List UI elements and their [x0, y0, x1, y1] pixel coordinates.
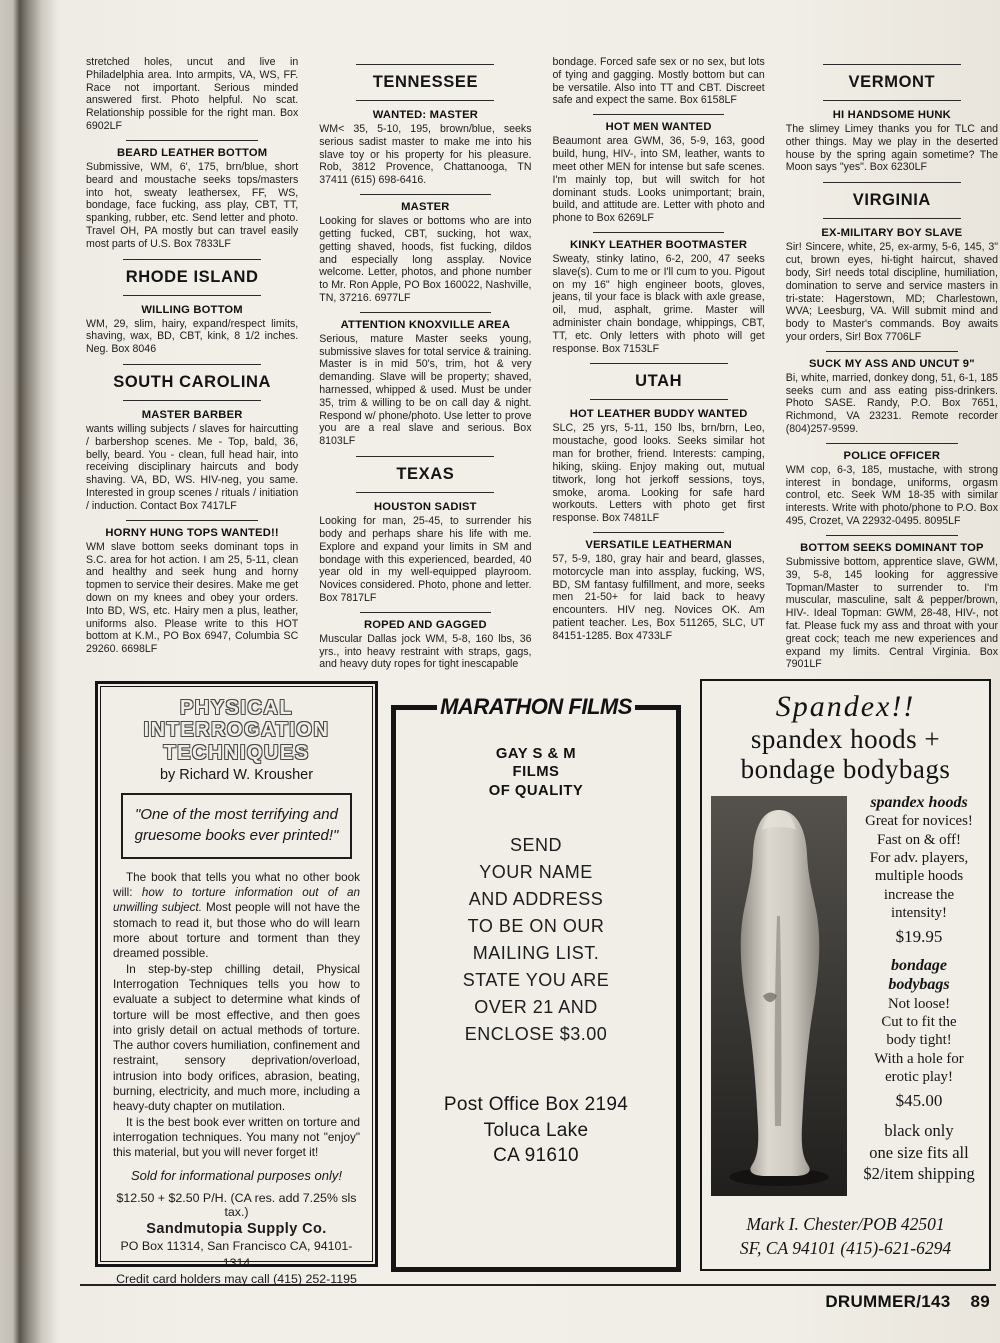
- ad-text: Looking for man, 25-45, to surrender his body and perhaps share his life with me. Explore and expand your limits in SM and bondage with this experienced, bearded, 40 year old in my well-equipped playroom. Novices considered. Photo, phone and letter. Box 7817LF: [319, 515, 532, 604]
- marathon-films-logo: [391, 692, 681, 722]
- headline-line: GAY S & M: [495, 746, 577, 762]
- seller-contact: [708, 1212, 983, 1260]
- ad-title: BEARD LEATHER BOTTOM: [116, 146, 268, 159]
- logo-rule-left: [391, 705, 437, 710]
- product-features: [849, 995, 989, 1087]
- page-number: 89: [970, 1292, 990, 1311]
- logo-rule-right: [635, 705, 681, 710]
- body-line: AND ADDRESS: [468, 889, 604, 910]
- divider: [123, 259, 261, 260]
- ad-title: MASTER: [401, 201, 450, 214]
- body-line: MAILING LIST.: [472, 943, 600, 964]
- price-line: $12.50 + $2.50 P/H. (CA res. add 7.25% sls tax.): [116, 1190, 357, 1219]
- heading-line: bodybags: [888, 976, 950, 994]
- state-header: VERMONT: [848, 73, 936, 91]
- state-header: VIRGINIA: [852, 191, 931, 210]
- ad-inner-border: [100, 686, 373, 1287]
- order-detail-line: one size fits all: [869, 1142, 969, 1162]
- divider: [356, 100, 494, 101]
- ad-text: Muscular Dallas jock WM, 5-8, 160 lbs, 36 yrs., into heavy restraint with straps, gags, and heavy duty ropes for tight inescapable: [319, 632, 532, 671]
- divider: [123, 400, 261, 401]
- bodybag-photo: [711, 796, 847, 1196]
- body-line: STATE YOU ARE: [462, 970, 610, 991]
- body-line: SEND: [509, 835, 562, 856]
- state-header: UTAH: [635, 372, 683, 391]
- classifieds-column-2: [319, 56, 531, 671]
- book-title-outline-text: PHYSICAL INTERROGATION TECHNIQUES: [143, 697, 330, 764]
- divider: [823, 64, 961, 65]
- body-line: OVER 21 AND: [474, 997, 598, 1018]
- bodybag-photo-graphic: [711, 796, 847, 1196]
- paragraph-text: Most people will not have the stomach to read it, but those who do will learn more about torture and torment than they dreamed possible.: [113, 901, 360, 961]
- classifieds-column-4: [786, 56, 998, 671]
- ad-text: Bi, white, married, donkey dong, 51, 6-1, 185 seeks cum and ass eating piss-drinkers. Photo SASE. Randy, P.O. Box 7651, Richmond, VA 23231. Remote recorder (804)257-9599.: [785, 371, 998, 435]
- address-line: CA 91610: [493, 1145, 579, 1167]
- ad-title: VERSATILE LEATHERMAN: [585, 538, 732, 551]
- ad-body-text: [396, 832, 676, 1048]
- divider: [360, 312, 492, 313]
- headline-line: OF QUALITY: [488, 782, 584, 799]
- divider: [590, 363, 728, 364]
- feature-line: Great for novices!: [865, 813, 973, 830]
- classifieds-section: [86, 56, 998, 671]
- divider: [123, 364, 261, 365]
- ad-title: ATTENTION KNOXVILLE AREA: [340, 318, 511, 331]
- ad-text: WM slave bottom seeks dominant tops in S.C. area for hot action. I am 25, 5-11, clean and healthy and seek hung and horny topmen to service their desires. Make me get down on my knees and obey your orders. Into BD, WS, etc. Hairy men a plus, leather, uniforms also. Please write to this HOT bottom at K.M., PO Box 6947, Columbia SC 29260. 6698LF: [86, 540, 299, 656]
- ad-text: Sweaty, stinky latino, 6-2, 200, 47 seeks slave(s). Cum to me or I'll cum to you. Pigout on my 16" high engineer boots, gloves, jeans, til your face is black with axle grease, oil, mud, asphalt, grime. Master will administer chain bondage, whippings, CBT, TT, etc. Only letters with photo will get response. Box 7153LF: [552, 252, 765, 355]
- divider: [356, 492, 494, 493]
- contact-line: SF, CA 94101 (415)-621-6294: [739, 1237, 952, 1258]
- divider: [823, 182, 961, 183]
- page-footer: [825, 1292, 990, 1312]
- feature-line: erotic play!: [885, 1069, 953, 1085]
- feature-line: Cut to fit the: [881, 1013, 957, 1030]
- ad-title: SUCK MY ASS AND UNCUT 9": [809, 357, 975, 370]
- ad-title: HORNY HUNG TOPS WANTED!!: [105, 526, 279, 539]
- ad-title: HI HANDSOME HUNK: [832, 109, 951, 121]
- book-description-paragraph: [113, 870, 360, 962]
- ad-title: BOTTOM SEEKS DOMINANT TOP: [800, 541, 984, 554]
- feature-line: For adv. players,: [869, 849, 969, 866]
- mailing-address: [396, 1092, 676, 1169]
- ad-text: Beaumont area GWM, 36, 5-9, 163, good build, hung, HIV-, into SM, leather, wants to meet other MEN for intense but safe scenes. I'm mainly top, but will switch for hot dominant studs. Looks unimportant; brain, build, and attitude are. Letter with photo and phone to Box 6269LF: [552, 135, 765, 225]
- ad-title: WANTED: MASTER: [372, 109, 479, 121]
- divider: [360, 612, 492, 613]
- divider: [593, 114, 725, 115]
- ad-title: POLICE OFFICER: [843, 449, 941, 462]
- state-header: TENNESSEE: [372, 73, 479, 91]
- ad-title: ROPED AND GAGGED: [364, 618, 487, 631]
- divider: [823, 218, 961, 219]
- divider: [590, 399, 728, 400]
- subtitle-line: bondage bodybags: [740, 754, 951, 785]
- ad-text: Submissive, WM, 6', 175, brn/blue, short beard and moustache seeks tops/masters into hot, sweaty leathersex, FF, WS, bondage, face fucking, ass play, CBT, TT, spanking, rubber, etc. Send letter and photo. Travel OH, PA mostly but can travel easily most parts of U.S. Box 7833LF: [86, 160, 299, 250]
- order-detail-line: black only: [884, 1121, 954, 1141]
- state-header: TEXAS: [396, 465, 455, 484]
- body-line: ENCLOSE $3.00: [464, 1024, 608, 1045]
- company-name: Sandmutopia Supply Co.: [146, 1220, 327, 1237]
- order-details: [849, 1120, 989, 1184]
- book-description-paragraph: It is the best book ever written on torture and interrogation techniques. You many not "enjoy" this material, but you will never forget it!: [113, 1115, 360, 1160]
- product-heading: spandex hoods: [870, 794, 968, 811]
- ad-text: Looking for slaves or bottoms who are into getting fucked, CBT, sucking, hot wax, getting shaved, hoods, fist fucking, dildos and especially long assplay. Novice welcome. Letter, photos, and phone number to Mr. Ron Apple, PO Box 160022, Nashville, TN, 37216. 6977LF: [319, 215, 532, 304]
- book-byline: by Richard W. Krousher: [159, 767, 314, 784]
- ad-subtitle: [702, 724, 989, 784]
- ad-title: HOUSTON SADIST: [374, 501, 477, 514]
- ad-title: KINKY LEATHER BOOTMASTER: [570, 238, 748, 251]
- divider: [593, 232, 725, 233]
- subtitle-line: spandex hoods +: [750, 724, 941, 754]
- book-description-paragraph: In step-by-step chilling detail, Physical Interrogation Techniques tells you how to evaluate a subject to determine what kinds of torture will be most effective, and then goes into grisly detail on actual methods of torture. The author covers humiliation, confinement and restraint, sensory deprivation/overload, intrusion into body orifices, abrasion, beating, burning, electricity, and much more, including a heavy-duty chapter on mutilation.: [113, 962, 360, 1114]
- ad-marathon-films: [391, 694, 681, 1272]
- heading-line: bondage: [891, 957, 947, 975]
- divider: [126, 140, 258, 141]
- footer-rule: [80, 1284, 996, 1286]
- feature-line: Not loose!: [887, 995, 951, 1012]
- address-line: Toluca Lake: [483, 1119, 589, 1141]
- divider: [126, 520, 258, 521]
- ad-text: bondage. Forced safe sex or no sex, but lots of tying and gagging. Mostly bottom but can be versatile. Also into TT and CBT. Discreet safe and expect the same. Box 6158LF: [552, 56, 765, 107]
- feature-line: body tight!: [886, 1032, 952, 1049]
- ad-title: HOT MEN WANTED: [605, 121, 712, 134]
- ad-spandex-bodybags: [700, 679, 991, 1271]
- feature-line: multiple hoods: [874, 868, 964, 885]
- mailing-address: PO Box 11314, San Francisco CA, 94101-1314: [120, 1238, 353, 1270]
- ad-text: Submissive bottom, apprentice slave, GWM, 39, 5-8, 145 looking for aggressive Topman/Master to surrender to. I'm muscular, masculine, salt & pepper/brown, HIV-. Ideal Topman: GWM, 28-48, HIV-, not fat. Please fuck my ass and throat with your great cock; teach me new experiences and expand my limits. Central Virginia. Box 7901LF: [785, 555, 998, 671]
- review-quote-text: "One of the most terrifying and gruesome books ever printed!": [134, 806, 339, 844]
- binding-gutter-shadow: [0, 0, 58, 1343]
- feature-line: Fast on & off!: [877, 831, 961, 848]
- divider: [826, 535, 958, 536]
- ad-text: Serious, mature Master seeks young, submissive slaves for total service & training. Master is in mid 50's, trim, hot & very demanding. Slave will be property; shaved, harnessed, whipped & used. Must be under 35, trim & willing to be on call day & night. Respond w/ phone/photo. Use letter to prove you are a real slave and serious. Box 8103LF: [319, 332, 532, 448]
- product-features: [849, 812, 989, 922]
- ad-text: stretched holes, uncut and live in Philadelphia area. Into armpits, VA, WS, FF. Race not important. Serious minded answered first. Photo helpful. No scat. Relationship possible for the right man. Box 6902LF: [86, 56, 299, 133]
- feature-line: With a hole for: [874, 1050, 964, 1067]
- state-header: SOUTH CAROLINA: [113, 373, 272, 391]
- magazine-issue-label: DRUMMER/143: [825, 1292, 951, 1311]
- paragraph-text: The book that tells you what no other book will:: [113, 870, 360, 899]
- divider: [823, 100, 961, 101]
- classifieds-column-1: [86, 56, 298, 671]
- price: $45.00: [895, 1091, 943, 1111]
- ad-text: Sir! Sincere, white, 25, ex-army, 5-6, 145, 3" cut, brown eyes, hi-tight haircut, shaved body, Sir! needs total discipline, humiliation, domination to serve and service masters in tri-state: Hagerstown, MD; Charlestown, WVA; Leesburg, VA. Will submit mind and body to Master's commands. Boy awaits your orders, Sir! Box 7706LF: [785, 241, 998, 343]
- address-line: Post Office Box 2194: [443, 1094, 629, 1116]
- body-line: TO BE ON OUR: [467, 916, 605, 937]
- state-header: RHODE ISLAND: [125, 267, 259, 286]
- ad-text: The slimey Limey thanks you for TLC and other things. May we play in the deserted house by the spring again sometime? The Moon says "yes". Box 6230LF: [785, 123, 998, 174]
- contact-line: Mark I. Chester/POB 42501: [746, 1213, 945, 1234]
- feature-line: increase the: [883, 886, 955, 903]
- headline-line: FILMS: [512, 764, 560, 781]
- order-detail-line: $2/item shipping: [863, 1164, 975, 1184]
- ad-headline: [396, 745, 676, 800]
- body-line: YOUR NAME: [479, 862, 593, 883]
- ad-text: SLC, 25 yrs, 5-11, 150 lbs, brn/brn, Leo, moustache, good looks. Seeks similar hot man for brother, friend. Interests: camping, hiking, skiing. Enjoy making out, mutual titwork, long hot jerkoff sessions, toys, smoke, aroma. Looking for safe hard workouts. Letters with photo get first response. Box 7481LF: [552, 422, 765, 525]
- classifieds-column-3: [553, 56, 765, 671]
- ad-title: WILLING BOTTOM: [141, 303, 243, 316]
- divider: [123, 295, 261, 296]
- ad-text: WM, 29, slim, hairy, expand/respect limits, shaving, wax, BD, CBT, kink, 8 1/2 inches. Neg. Box 8046: [86, 317, 299, 356]
- product-heading: [849, 956, 989, 994]
- phone-line: Credit card holders may call (415) 252-1195: [116, 1272, 357, 1287]
- paragraph-italic-text: how to torture information out of an unwilling subject.: [113, 885, 360, 915]
- product-details-column: [849, 793, 989, 1185]
- divider: [593, 532, 725, 533]
- price: $19.95: [895, 927, 943, 947]
- ad-text: 57, 5-9, 180, gray hair and beard, glasses, motorcycle man into assplay, fucking, WS, BD, SM fantasy fulfillment, and more, seeks men 21-50+ for laid back to heavy encounters. HIV neg. Novices OK. Am patient teacher. Les, Box 511265, SLC, UT 84151-1285. Box 4733LF: [552, 552, 765, 642]
- divider: [826, 443, 958, 444]
- ad-text: WM< 35, 5-10, 195, brown/blue, seeks serious sadist master to make me into his slave toy or his property for his pleasure. Rob, 3812 Provence, Chattanooga, TN 37411 (615) 698-6416.: [319, 123, 532, 187]
- disclaimer-note: Sold for informational purposes only!: [130, 1167, 342, 1183]
- logo-text: MARATHON FILMS: [440, 694, 632, 719]
- ad-title: MASTER BARBER: [141, 409, 243, 421]
- ad-text: wants willing subjects / slaves for haircutting / barbershop scenes. Me - Top, bald, 36, belly, beard. You - clean, full head hair, into receiving disciplinary haircuts and body shaving. VA, BD, WS. HIV-neg, you same. Interested in group scenes / rituals / initiation / induction. Contact Box 7417LF: [86, 423, 299, 512]
- ad-text: WM cop, 6-3, 185, mustache, with strong interest in bondage, uniforms, orgasm control, etc. Seek WM 18-35 with similar interests. Write with photo/phone to P.O. Box 495, Crozet, VA 22932-0495. 8095LF: [785, 463, 998, 528]
- feature-line: intensity!: [891, 904, 947, 921]
- review-quote-box: [121, 793, 352, 858]
- ad-title: Spandex!!: [775, 690, 916, 723]
- ad-physical-interrogation-techniques: [95, 681, 378, 1287]
- divider: [356, 64, 494, 65]
- divider: [360, 194, 492, 195]
- ad-title: HOT LEATHER BUDDY WANTED: [569, 408, 748, 421]
- divider: [826, 351, 958, 352]
- divider: [356, 456, 494, 457]
- ad-title: EX-MILITARY BOY SLAVE: [821, 227, 963, 240]
